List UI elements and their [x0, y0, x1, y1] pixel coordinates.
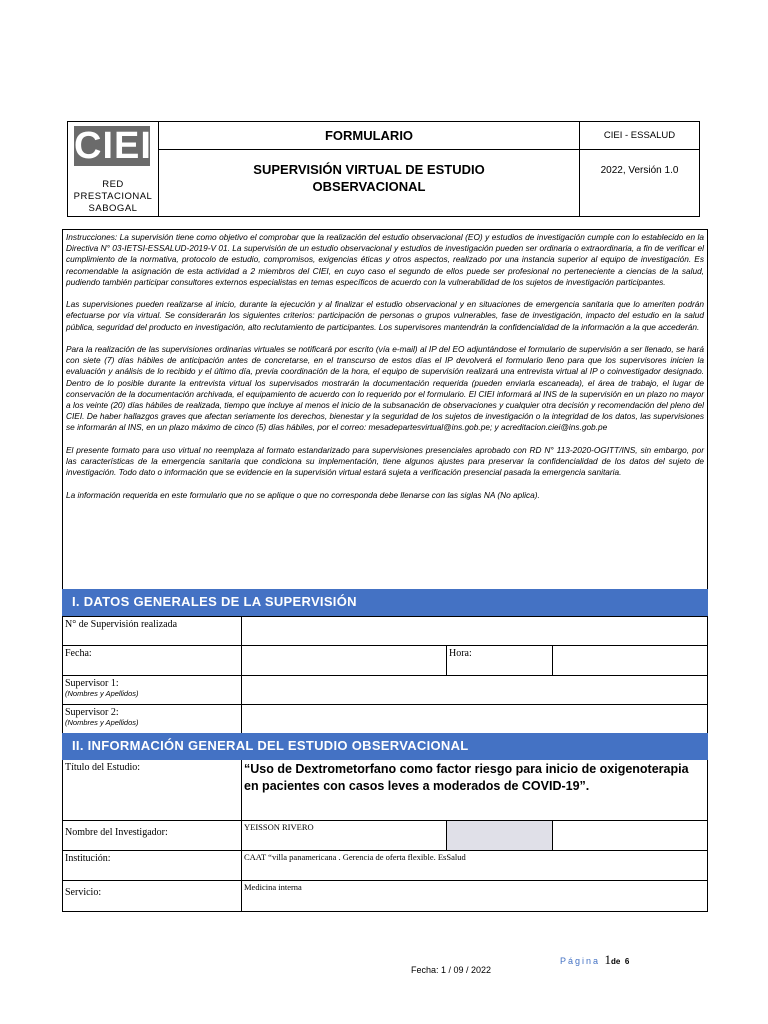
- document-code: CIEI - ESSALUD: [580, 122, 699, 150]
- investigator-extra-field[interactable]: [552, 821, 707, 850]
- page-total: 6: [624, 957, 630, 966]
- supervisor-1-label: [63, 676, 241, 704]
- table-row: [63, 676, 707, 705]
- table-row: [63, 851, 707, 881]
- page-number: 1: [604, 952, 612, 967]
- instructions-paragraph-1: Instrucciones: La supervisión tiene como objetivo el comprobar que la realización del estudio observacional (EO) y estudios de investigación cumple con lo establecido en la Directiva N° 03-IETSI-ESSALUD-2019-V 01. La supervisión de un estudio observacional y estudios de investigación pueden ser ordinaria o extraordinaria, a fin de verificar el cumplimiento de la normativa, protocolo de estudio, compromisos, exigencias éticas y otros aspectos, realizado por una instancia superior al equipo de investigación. Es recomendable la asignación de esta actividad a 2 miembros del CIEI, en cuyo caso el segundo de ellos puede ser profesional no perteneciente a ciencias de la salud, pudiendo también participar consultores externos especialistas en temas específicos de acuerdo con la vulnerabilidad de los sujetos de investigación participantes.: [66, 232, 704, 287]
- service-value[interactable]: Medicina interna: [241, 881, 707, 911]
- supervisor-1-label-text: Supervisor 1:: [65, 678, 119, 689]
- table-row: [63, 646, 707, 676]
- service-label: Servicio:: [65, 887, 102, 898]
- table-row: [63, 760, 707, 821]
- table-row: [63, 705, 707, 734]
- institution-label: Institución:: [65, 853, 111, 864]
- supervisor-2-field[interactable]: [241, 705, 707, 733]
- study-title-value[interactable]: “Uso de Dextrometorfano como factor riesgo para inicio de oxigenoterapia en pacientes con casos leves a moderados de COVID-19”.: [241, 760, 707, 820]
- fecha-label: Fecha:: [65, 648, 92, 659]
- form-title-line-2: OBSERVACIONAL: [312, 179, 426, 194]
- institution-value[interactable]: CAAT “villa panamericana . Gerencia de oferta flexible. EsSalud: [241, 851, 707, 880]
- org-line-2: PRESTACIONAL: [73, 191, 153, 202]
- document-version: 2022, Versión 1.0: [600, 165, 679, 176]
- table-row: [63, 821, 707, 851]
- form-title: [159, 150, 579, 227]
- instructions-paragraph-4: El presente formato para uso virtual no reemplaza al formato estandarizado para supervisiones presenciales aprobado con RD N° 113-2020-OGITT/INS, sin embargo, por las características de la emergencia sanitaria que condiciona su implementación, tiene algunos ajustes para preservar la confidencialidad de los datos del sujeto de investigación. Todo dato o información que se evidencie en la supervisión virtual estará sujeta a verificación presencial pasada la emergencia sanitaria.: [66, 444, 704, 478]
- header-table: [67, 121, 700, 217]
- page-indicator: [560, 952, 629, 968]
- footer-date: Fecha: 1 / 09 / 2022: [411, 965, 492, 975]
- investigator-extra-cell: [446, 821, 552, 850]
- supervision-number-label: N° de Supervisión realizada: [65, 619, 178, 630]
- instructions-box: [62, 229, 708, 589]
- table-row: [63, 881, 707, 912]
- names-hint: (Nombres y Apellidos): [65, 718, 139, 727]
- study-title-label: Título del Estudio:: [65, 762, 140, 773]
- ciei-logo: CIEI: [74, 125, 152, 167]
- instructions-paragraph-5: La información requerida en este formulario que no se aplique o que no corresponda debe llenarse con las siglas NA (No aplica).: [66, 489, 540, 500]
- fecha-field[interactable]: [241, 646, 446, 675]
- hora-field[interactable]: [552, 646, 707, 675]
- pagina-label: Página: [560, 956, 601, 966]
- supervisor-2-label: [63, 705, 241, 733]
- logo-cell: [68, 122, 159, 216]
- table-row: [63, 617, 707, 646]
- investigator-value[interactable]: YEISSON RIVERO: [241, 821, 446, 850]
- supervision-number-field[interactable]: [241, 617, 707, 645]
- form-title-line-1: SUPERVISIÓN VIRTUAL DE ESTUDIO: [253, 162, 485, 177]
- organization-name: [68, 179, 158, 215]
- form-label: FORMULARIO: [159, 122, 579, 150]
- supervisor-1-field[interactable]: [241, 676, 707, 704]
- instructions-paragraph-3: Para la realización de las supervisiones ordinarias virtuales se notificará por escrito (vía e-mail) al IP del EO adjuntándose el formulario de supervisión a ser llenado, se hará con siete (7) días hábiles de anticipación antes de concretarse, en el transcurso de estos días el IP devolverá el formulario lleno para que los supervisores inicien la evaluación y análisis de lo recibido y el último día, previa coordinación de la hora, el equipo de supervisión realizará una entrevista virtual al IP o coinvestigador designado. Dentro de lo posible durante la entrevista virtual los supervisados mostrarán la documentación requerida (pueden enviarla escaneada), el área de trabajo, el lugar de conservación de la documentación archivada, el equipamiento de acuerdo con lo requerido por el formulario. El CIEI informará al INS de la supervisión en un plazo no mayor a los veinte (20) días hábiles de realizada, tiempo que incluye al menos el inicio de la subsanación de observaciones y cualquier otra decisión y recomendación del pleno del CIEI. De haber hallazgos graves que afectan seriamente los derechos, bienestar y la seguridad de los sujetos de investigación o la integridad de los datos, las supervisiones se informarán al INS, en un plazo máximo de cinco (5) días hábiles, por el correo: mesadepartesvirtual@ins.gob.pe; y acreditacion.ciei@ins.gob.pe: [66, 344, 704, 433]
- of-label: de: [611, 957, 621, 966]
- section-2-table: [62, 760, 708, 912]
- investigator-label: Nombre del Investigador:: [65, 827, 168, 838]
- section-1-table: [62, 616, 708, 733]
- org-line-3: SABOGAL: [88, 203, 138, 214]
- section-2-header: II. INFORMACIÓN GENERAL DEL ESTUDIO OBSERVACIONAL: [62, 733, 708, 760]
- section-1-header: I. DATOS GENERALES DE LA SUPERVISIÓN: [62, 589, 708, 616]
- supervisor-2-label-text: Supervisor 2:: [65, 707, 119, 718]
- hora-label: Hora:: [446, 646, 552, 675]
- org-line-1: RED: [102, 179, 124, 190]
- instructions-paragraph-2: Las supervisiones pueden realizarse al inicio, durante la ejecución y al finalizar el estudio observacional y en situaciones de emergencia sanitaria que lo ameriten podrán efectuarse por vía virtual. Se considerarán los siguientes criterios: participación de personas o grupos vulnerables, fase de investigación, impacto del estudio en la salud pública, seguridad del producto en investigación, alto reclutamiento de participantes. Los supervisores mantendrán la confidencialidad de la información a la que accederán.: [66, 299, 704, 332]
- names-hint: (Nombres y Apellidos): [65, 689, 139, 698]
- hora-label-bg: [446, 646, 552, 675]
